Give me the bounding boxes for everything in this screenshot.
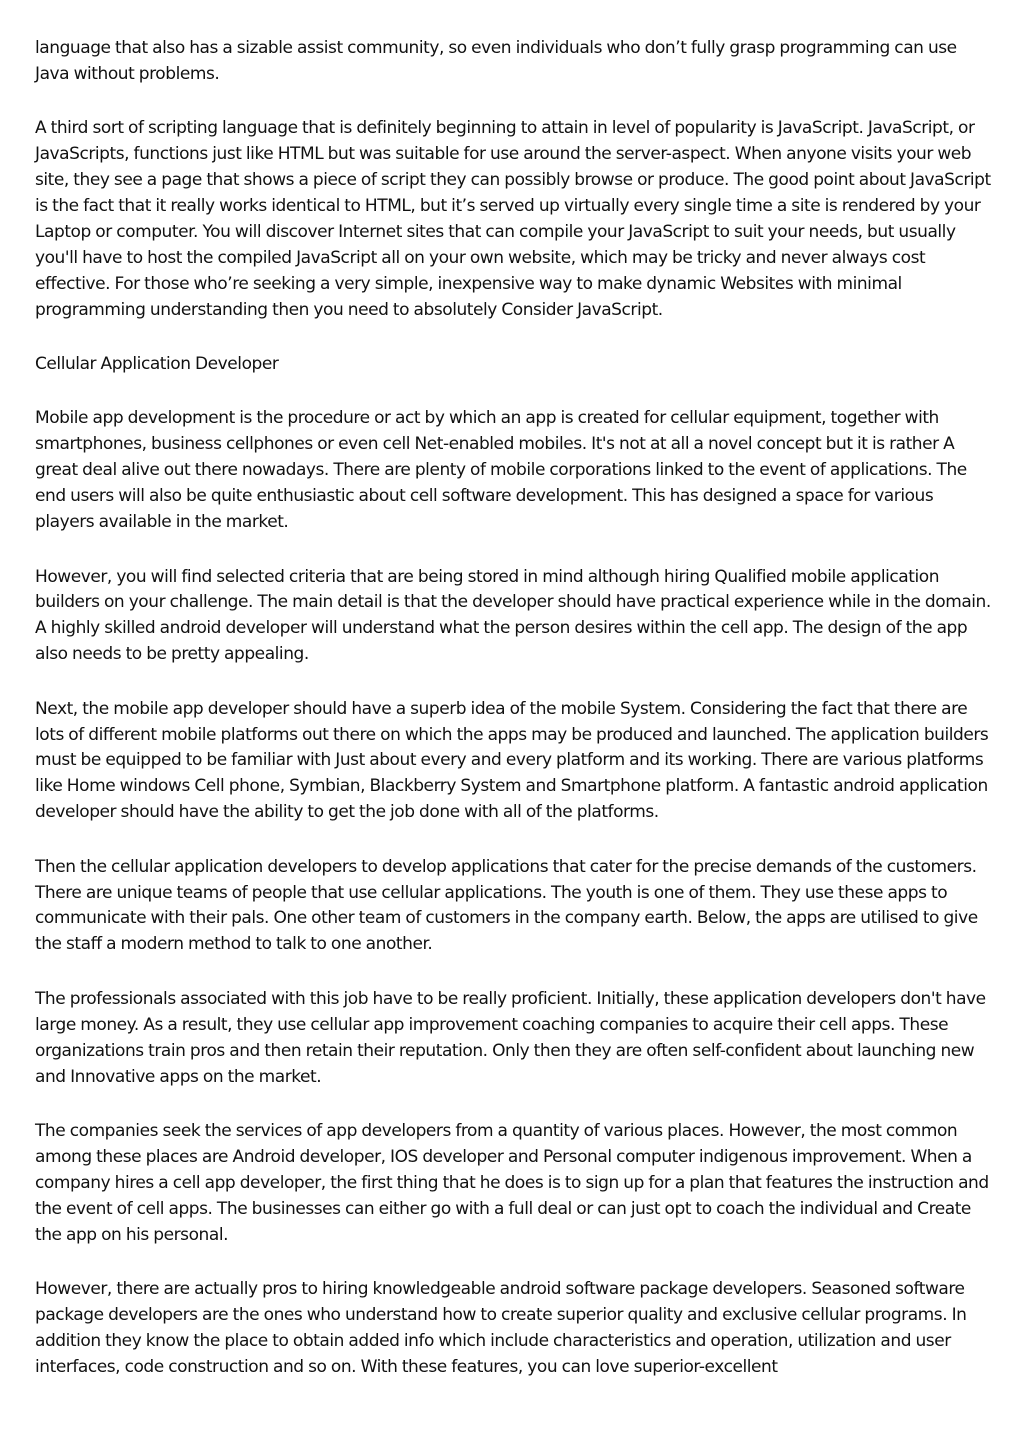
section-heading-cellular-application-developer: Cellular Application Developer	[35, 354, 279, 375]
paragraph-knowledgeable-developers: However, there are actually pros to hiring knowledgeable android software package developers. Seasoned software package developers are the ones who understand how to create superior quality and exclusive cellular programs. In addition they know the place to obtain added info which include characteristics and operation, utilization and user interfaces, code construction and so on. With these features, you can love superior-excellent	[35, 1278, 967, 1377]
paragraph-mobile-platforms: Next, the mobile app developer should have a superb idea of the mobile System. Considering the fact that there are lots of different mobile platforms out there on which the apps may be produced and launched. The application builders must be equipped to be familiar with Just about every and every platform and its working. There are various platforms like Home windows Cell phone, Symbian, Blackberry System and Smartphone platform. A fantastic android application developer should have the ability to get the job done with all of the platforms.	[35, 698, 989, 823]
paragraph-companies: The companies seek the services of app developers from a quantity of various places. However, the most common among these places are Android developer, IOS developer and Personal computer indigenous improvement. When a company hires a cell app developer, the first thing that he does is to sign up for a plan that features the instruction and the event of cell apps. The businesses can either go with a full deal or can just opt to coach the individual and Create the app on his personal.	[35, 1120, 989, 1245]
document-body	[35, 36, 995, 1409]
paragraph-hiring-criteria: However, you will find selected criteria that are being stored in mind although hiring Qualified mobile application builders on your challenge. The main detail is that the developer should have practical experience while in the domain. A highly skilled android developer will understand what the person desires within the cell app. The design of the app also needs to be pretty appealing.	[35, 566, 991, 665]
paragraph-javascript: A third sort of scripting language that is definitely beginning to attain in level of popularity is JavaScript. JavaScript, or JavaScripts, functions just like HTML but was suitable for use around the server-aspect. When anyone visits your web site, they see a page that shows a piece of script they can possibly browse or produce. The good point about JavaScript is the fact that it really works identical to HTML, but it’s served up virtually every single time a site is rendered by your Laptop or computer. You will discover Internet sites that can compile your JavaScript to suit your needs, but usually you'll have to host the compiled JavaScript all on your own website, which may be tricky and never always cost effective. For those who’re seeking a very simple, inexpensive way to make dynamic Websites with minimal programming understanding then you need to absolutely Consider JavaScript.	[35, 118, 991, 320]
paragraph-mobile-app-development: Mobile app development is the procedure or act by which an app is created for cellular equipment, together with smartphones, business cellphones or even cell Net-enabled mobiles. It's not at all a novel concept but it is rather A great deal alive out there nowadays. There are plenty of mobile corporations linked to the event of applications. The end users will also be quite enthusiastic about cell software development. This has designed a space for various players available in the market.	[35, 408, 967, 533]
paragraph-customer-demands: Then the cellular application developers to develop applications that cater for the precise demands of the customers. There are unique teams of people that use cellular applications. The youth is one of them. They use these apps to communicate with their pals. One other team of customers in the company earth. Below, the apps are utilised to give the staff a modern method to talk to one another.	[35, 856, 978, 955]
paragraph-java-community: language that also has a sizable assist community, so even individuals who don’t fully grasp programming can use Java without problems.	[35, 38, 957, 84]
paragraph-professionals: The professionals associated with this job have to be really proficient. Initially, these application developers don't have large money. As a result, they use cellular app improvement coaching companies to acquire their cell apps. These organizations train pros and then retain their reputation. Only then they are often self-confident about launching new and Innovative apps on the market.	[35, 988, 986, 1087]
